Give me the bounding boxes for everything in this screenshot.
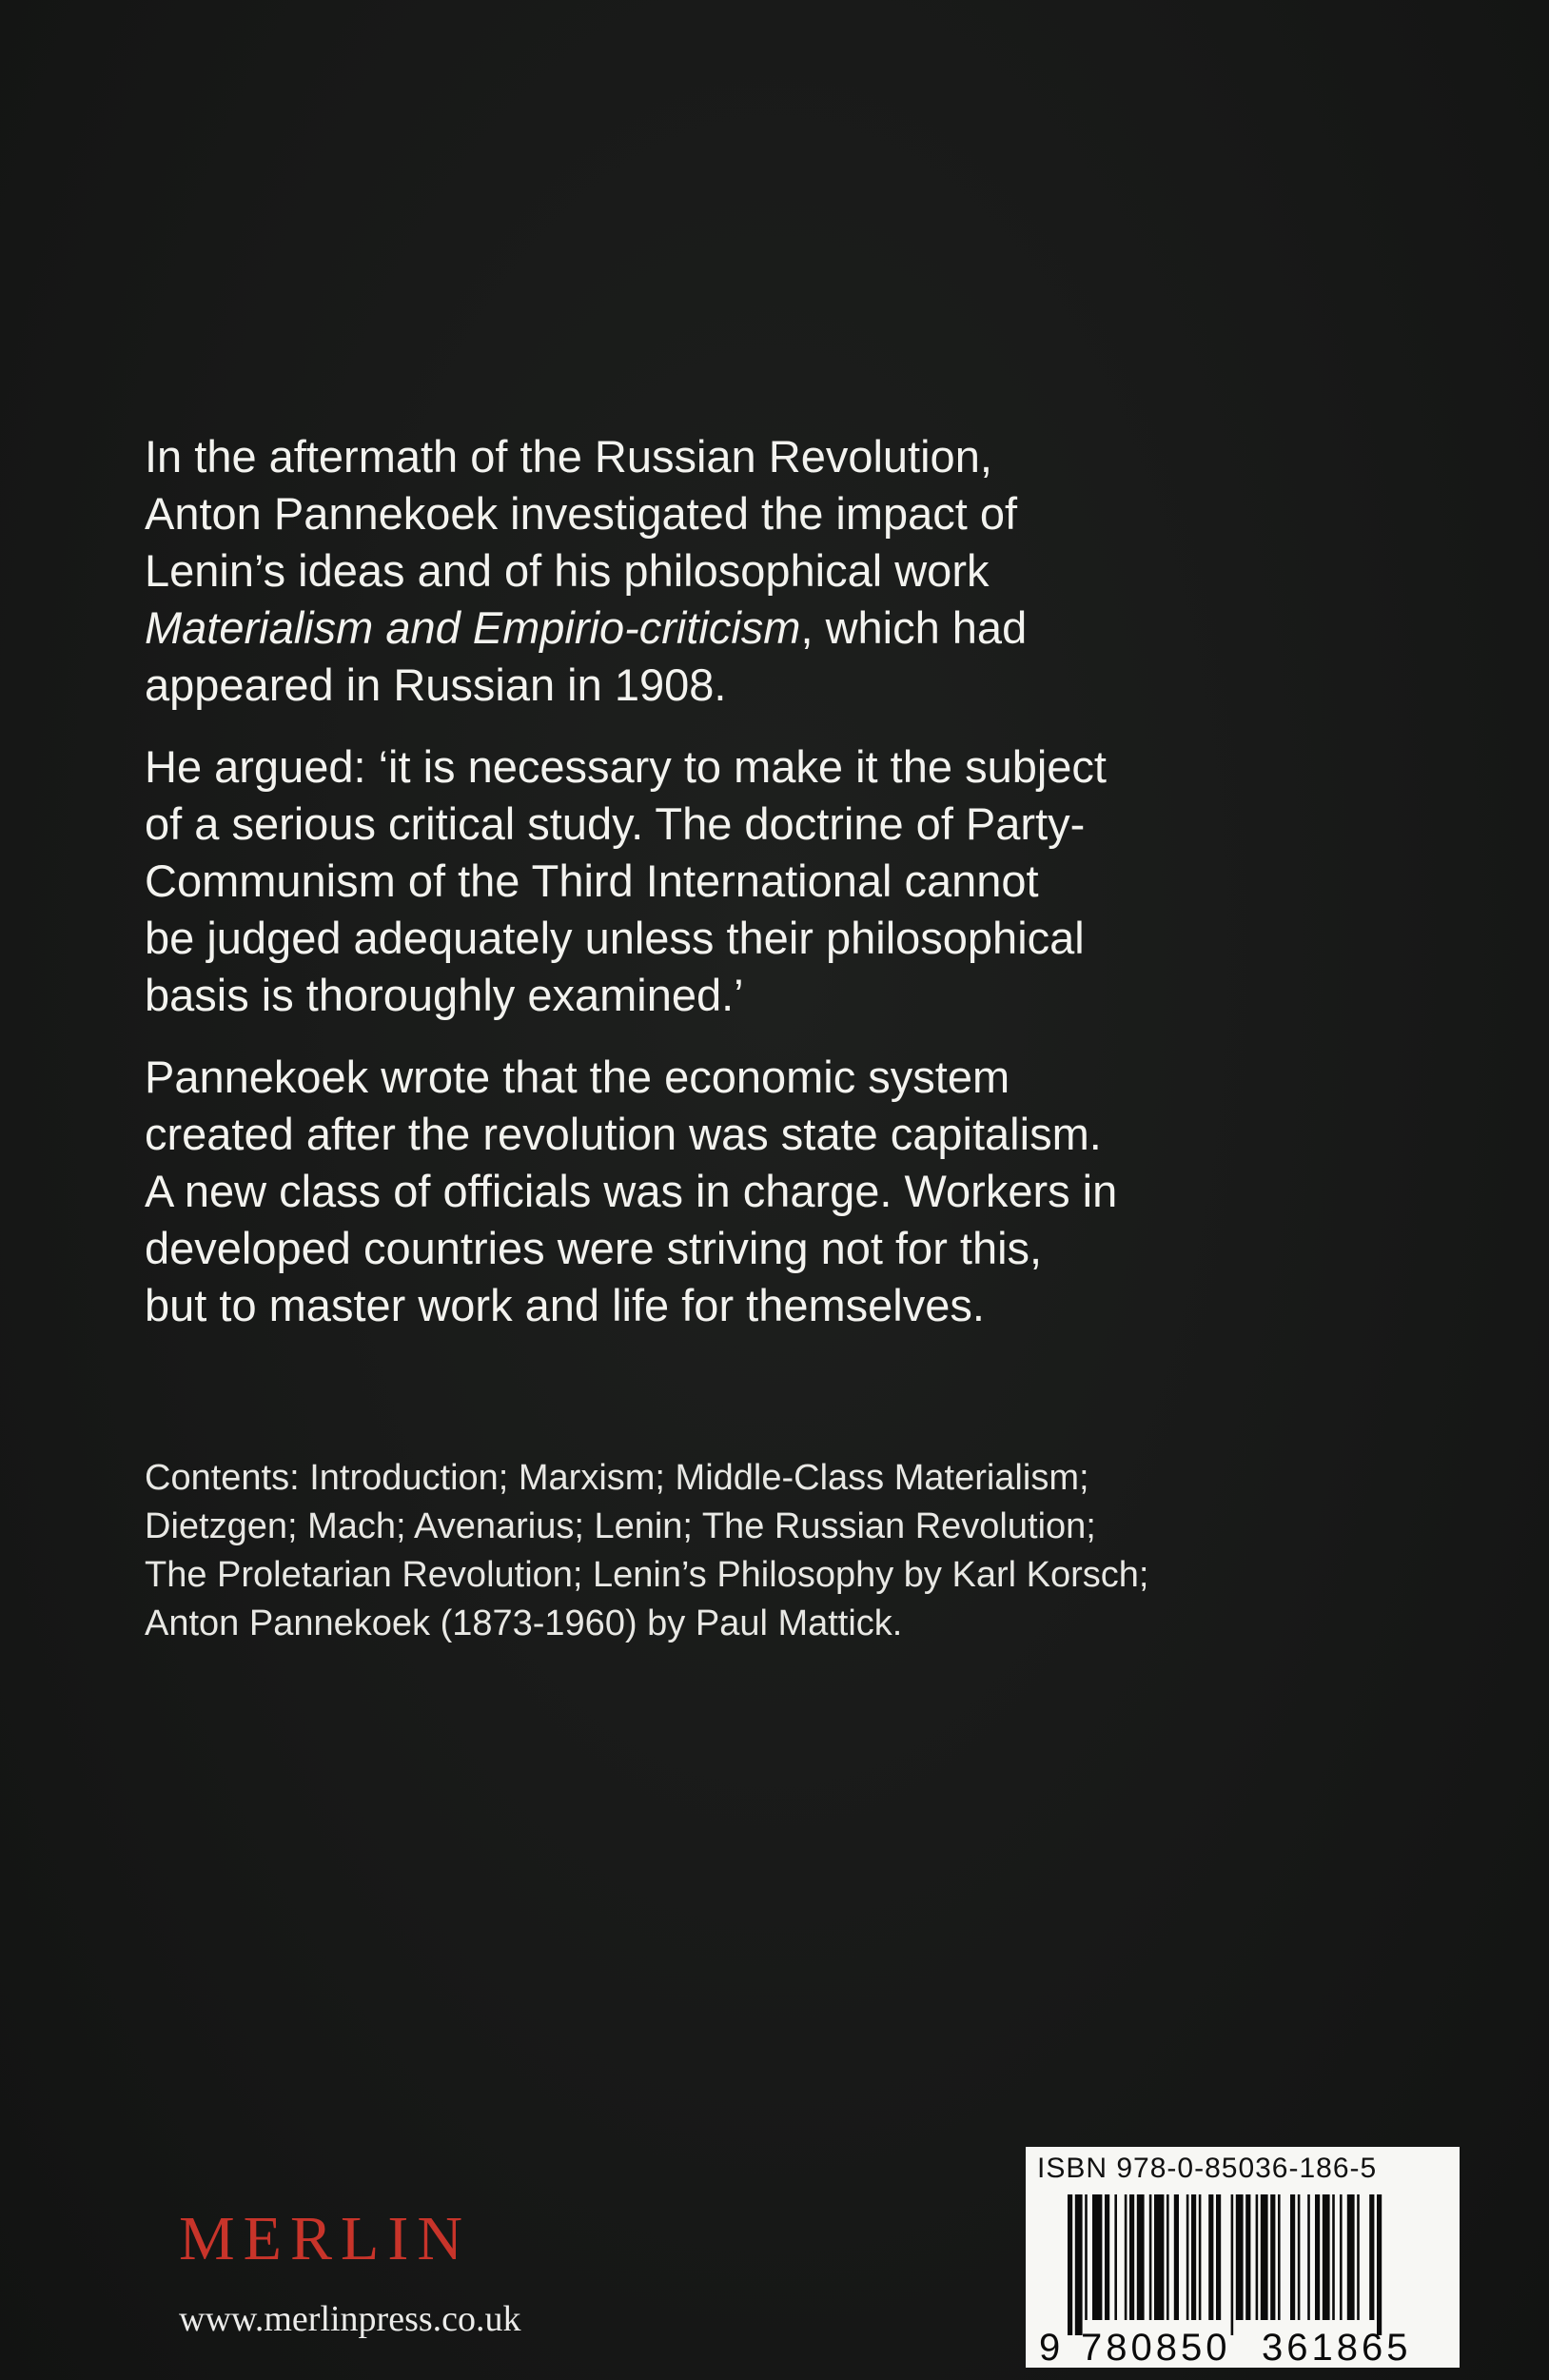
barcode-bar	[1315, 2194, 1320, 2320]
blurb-paragraph-2	[145, 738, 1286, 1024]
isbn-barcode	[1026, 2147, 1460, 2368]
barcode-bar	[1236, 2194, 1244, 2320]
blurb-line-rest: , which had	[800, 602, 1028, 653]
barcode-bar	[1154, 2194, 1164, 2320]
blurb-line: but to master work and life for themselves.	[145, 1280, 985, 1330]
blurb-paragraph-3	[145, 1049, 1286, 1334]
blurb-line: Communism of the Third International cannot	[145, 856, 1039, 906]
barcode-bar	[1245, 2194, 1250, 2320]
barcode-bar	[1216, 2194, 1221, 2320]
blurb-line: A new class of officials was in charge. Workers in	[145, 1166, 1118, 1216]
blurb-line: be judged adequately unless their philosophical	[145, 913, 1085, 963]
blurb-line: basis is thoroughly examined.’	[145, 970, 744, 1020]
barcode-bar	[1261, 2194, 1268, 2320]
barcode-bar	[1347, 2194, 1355, 2320]
barcode-bar	[1191, 2194, 1196, 2320]
barcode-digits-right: 361865	[1262, 2327, 1412, 2368]
barcode-bar	[1369, 2194, 1374, 2320]
barcode-digit-lead: 9	[1039, 2327, 1061, 2368]
blurb	[145, 428, 1286, 1359]
blurb-line: Lenin’s ideas and of his philosophical work	[145, 545, 990, 596]
barcode-bar	[1068, 2194, 1072, 2335]
barcode-bar	[1199, 2194, 1202, 2320]
isbn-label: ISBN 978-0-85036-186-5	[1037, 2153, 1378, 2184]
contents-line: Contents: Introduction; Marxism; Middle-Class Materialism;	[145, 1458, 1089, 1498]
barcode-bar	[1290, 2194, 1295, 2320]
barcode-bar	[1208, 2194, 1213, 2320]
barcode-graphic	[1026, 2189, 1460, 2368]
barcode-bar	[1298, 2194, 1301, 2320]
barcode-bar	[1278, 2194, 1281, 2320]
barcode-bar	[1340, 2194, 1343, 2320]
barcode-bar	[1256, 2194, 1259, 2320]
barcode-bar	[1186, 2194, 1189, 2320]
publisher-logo: MERLIN	[179, 2204, 471, 2273]
barcode-bar	[1174, 2194, 1179, 2320]
blurb-paragraph-1	[145, 428, 1286, 714]
barcode-bar	[1105, 2194, 1109, 2320]
barcode-bar	[1125, 2194, 1127, 2320]
blurb-line: created after the revolution was state capitalism.	[145, 1109, 1102, 1159]
barcode-bar	[1137, 2194, 1145, 2320]
blurb-line: He argued: ‘it is necessary to make it the subject	[145, 741, 1107, 792]
barcode-bar	[1231, 2194, 1234, 2335]
barcode-bar	[1114, 2194, 1117, 2320]
blurb-line: Anton Pannekoek investigated the impact of	[145, 488, 1018, 539]
blurb-line: Pannekoek wrote that the economic system	[145, 1052, 1010, 1102]
barcode-bar	[1332, 2194, 1335, 2320]
barcode-bars	[1068, 2194, 1382, 2335]
contents-line: The Proletarian Revolution; Lenin’s Philosophy by Karl Korsch;	[145, 1555, 1149, 1595]
barcode-bar	[1149, 2194, 1152, 2320]
barcode-bar	[1085, 2194, 1088, 2320]
barcode-bar	[1307, 2194, 1310, 2320]
barcode-bar	[1129, 2194, 1134, 2320]
barcode-bar	[1075, 2194, 1083, 2335]
blurb-line: developed countries were striving not for this,	[145, 1223, 1043, 1273]
barcode-bar	[1092, 2194, 1102, 2320]
barcode-bar	[1270, 2194, 1275, 2320]
barcode-digits-left: 780850	[1081, 2327, 1231, 2368]
blurb-line: In the aftermath of the Russian Revolution,	[145, 431, 992, 482]
barcode-bar	[1357, 2194, 1360, 2320]
barcode-bar	[1323, 2194, 1330, 2320]
contents-line: Dietzgen; Mach; Avenarius; Lenin; The Russian Revolution;	[145, 1506, 1096, 1546]
blurb-line	[145, 600, 1286, 657]
contents-list	[145, 1454, 1334, 1648]
barcode-bar	[1377, 2194, 1382, 2335]
contents-line: Anton Pannekoek (1873-1960) by Paul Mattick.	[145, 1603, 903, 1643]
barcode-bar	[1167, 2194, 1169, 2320]
blurb-line: of a serious critical study. The doctrine of Party-	[145, 798, 1086, 849]
book-title-italic: Materialism and Empirio-criticism	[145, 602, 801, 653]
blurb-line: appeared in Russian in 1908.	[145, 659, 727, 710]
publisher-website: www.merlinpress.co.uk	[179, 2299, 521, 2339]
